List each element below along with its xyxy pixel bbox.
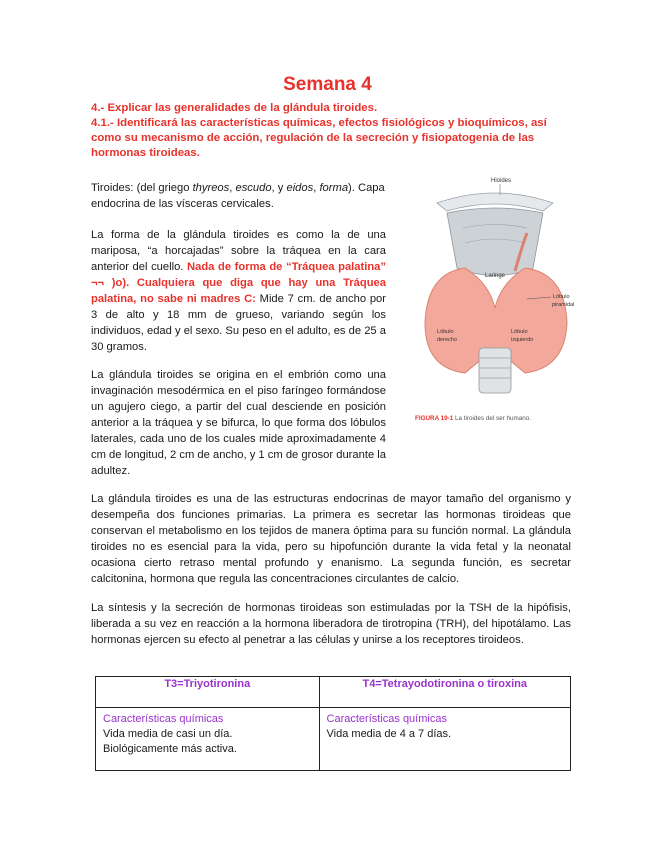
hormones-table — [95, 676, 571, 771]
label-laringe: Laringe — [485, 273, 506, 279]
table-header-t3: T3=Triyotironina — [96, 677, 320, 708]
label-izquierdo-1: Lóbulo — [511, 329, 528, 335]
embryo-paragraph: La glándula tiroides se origina en el embrión como una invaginación mesodérmica en el piso faríngeo formándose un agujero ciego, a partir del cual desciende en posición anterior a la tráquea y se bifurca, lo que forma dos lóbulos laterales, cada uno de los cuales mide aproximadamente 4 cm de longitud, 2 cm de ancho, y 1 cm de grosor durante la adultez. — [91, 369, 386, 477]
label-derecho-2: derecho — [437, 337, 457, 343]
t4-line-1: Vida media de 4 a 7 días. — [326, 728, 452, 740]
label-piramidal-2: piramidal — [552, 302, 575, 308]
thyroid-illustration — [415, 173, 575, 403]
intro-paragraph: Tiroides: (del griego thyreos, escudo, y eidos, forma). Capa endocrina de las vísceras cervicales. — [91, 182, 385, 210]
shape-paragraph: La forma de la glándula tiroides es como la de una mariposa, “a horcajadas” sobre la tráquea en la cara anterior del cuello. Nada de forma de “Tráquea palatina” ¬¬ )o). Cualquiera que diga que hay una Tráquea palatina, no sabe ni madres C: Mide 7 cm. de ancho por 3 de alto y 18 mm de grueso, variando según los individuos, edad y el sexo. Su peso en el adulto, es de 25 a 30 gramos. — [91, 229, 386, 353]
objective-1: 4.- Explicar las generalidades de la glándula tiroides. — [91, 102, 378, 114]
label-derecho-1: Lóbulo — [437, 329, 454, 335]
t4-heading: Características químicas — [326, 713, 447, 725]
label-hioides: Hioides — [491, 178, 512, 184]
page-title: Semana 4 — [283, 74, 372, 95]
functions-paragraph: La glándula tiroides es una de las estructuras endocrinas de mayor tamaño del organismo y desempeña dos funciones primarias. La primera es secretar las hormonas tiroideas que conservan el metabolismo en los tejidos de manera óptima para su función normal. La glándula tiroides no es esencial para la vida, pero su hipofunción durante la vida fetal y la neonatal ocasiona cierto retraso mental profundo y enanismo. La segunda función, es secretar calcitonina, hormona que regula las concentraciones circulantes de calcio. — [91, 493, 571, 585]
t3-line-2: Biológicamente más activa. — [103, 743, 237, 755]
trachea-shape — [479, 348, 511, 393]
objective-2: 4.1.- Identificará las características químicas, efectos fisiológicos y bioquímicos, así como su mecanismo de acción, regulación de la secreción y fisiopatogenia de las hormonas tiroideas. — [91, 117, 547, 159]
label-piramidal-1: Lóbulo — [553, 294, 570, 300]
highlight-note: Nada de forma de “Tráquea palatina” ¬¬ )o). Cualquiera que diga que hay una Tráquea palatina, no sabe ni madres C: — [91, 261, 386, 305]
table-header-t4: T4=Tetrayodotironina o tiroxina — [319, 677, 570, 708]
t3-line-1: Vida media de casi un día. — [103, 728, 233, 740]
label-izquierdo-2: izquierdo — [511, 337, 534, 343]
synthesis-paragraph: La síntesis y la secreción de hormonas tiroideas son estimuladas por la TSH de la hipófisis, liberada a su vez en reacción a la hormona liberadora de tirotropina (TRH), del hipotálamo. Las hormonas ejercen su efecto al penetrar a las células y unirse a los receptores tiroideos. — [91, 602, 571, 646]
table-cell-t4 — [319, 708, 570, 771]
t3-heading: Características químicas — [103, 713, 224, 725]
figure-caption: FIGURA 19-1 La tiroides del ser humano. — [415, 415, 531, 422]
larynx-shape — [447, 208, 543, 276]
table-cell-t3 — [96, 708, 320, 771]
